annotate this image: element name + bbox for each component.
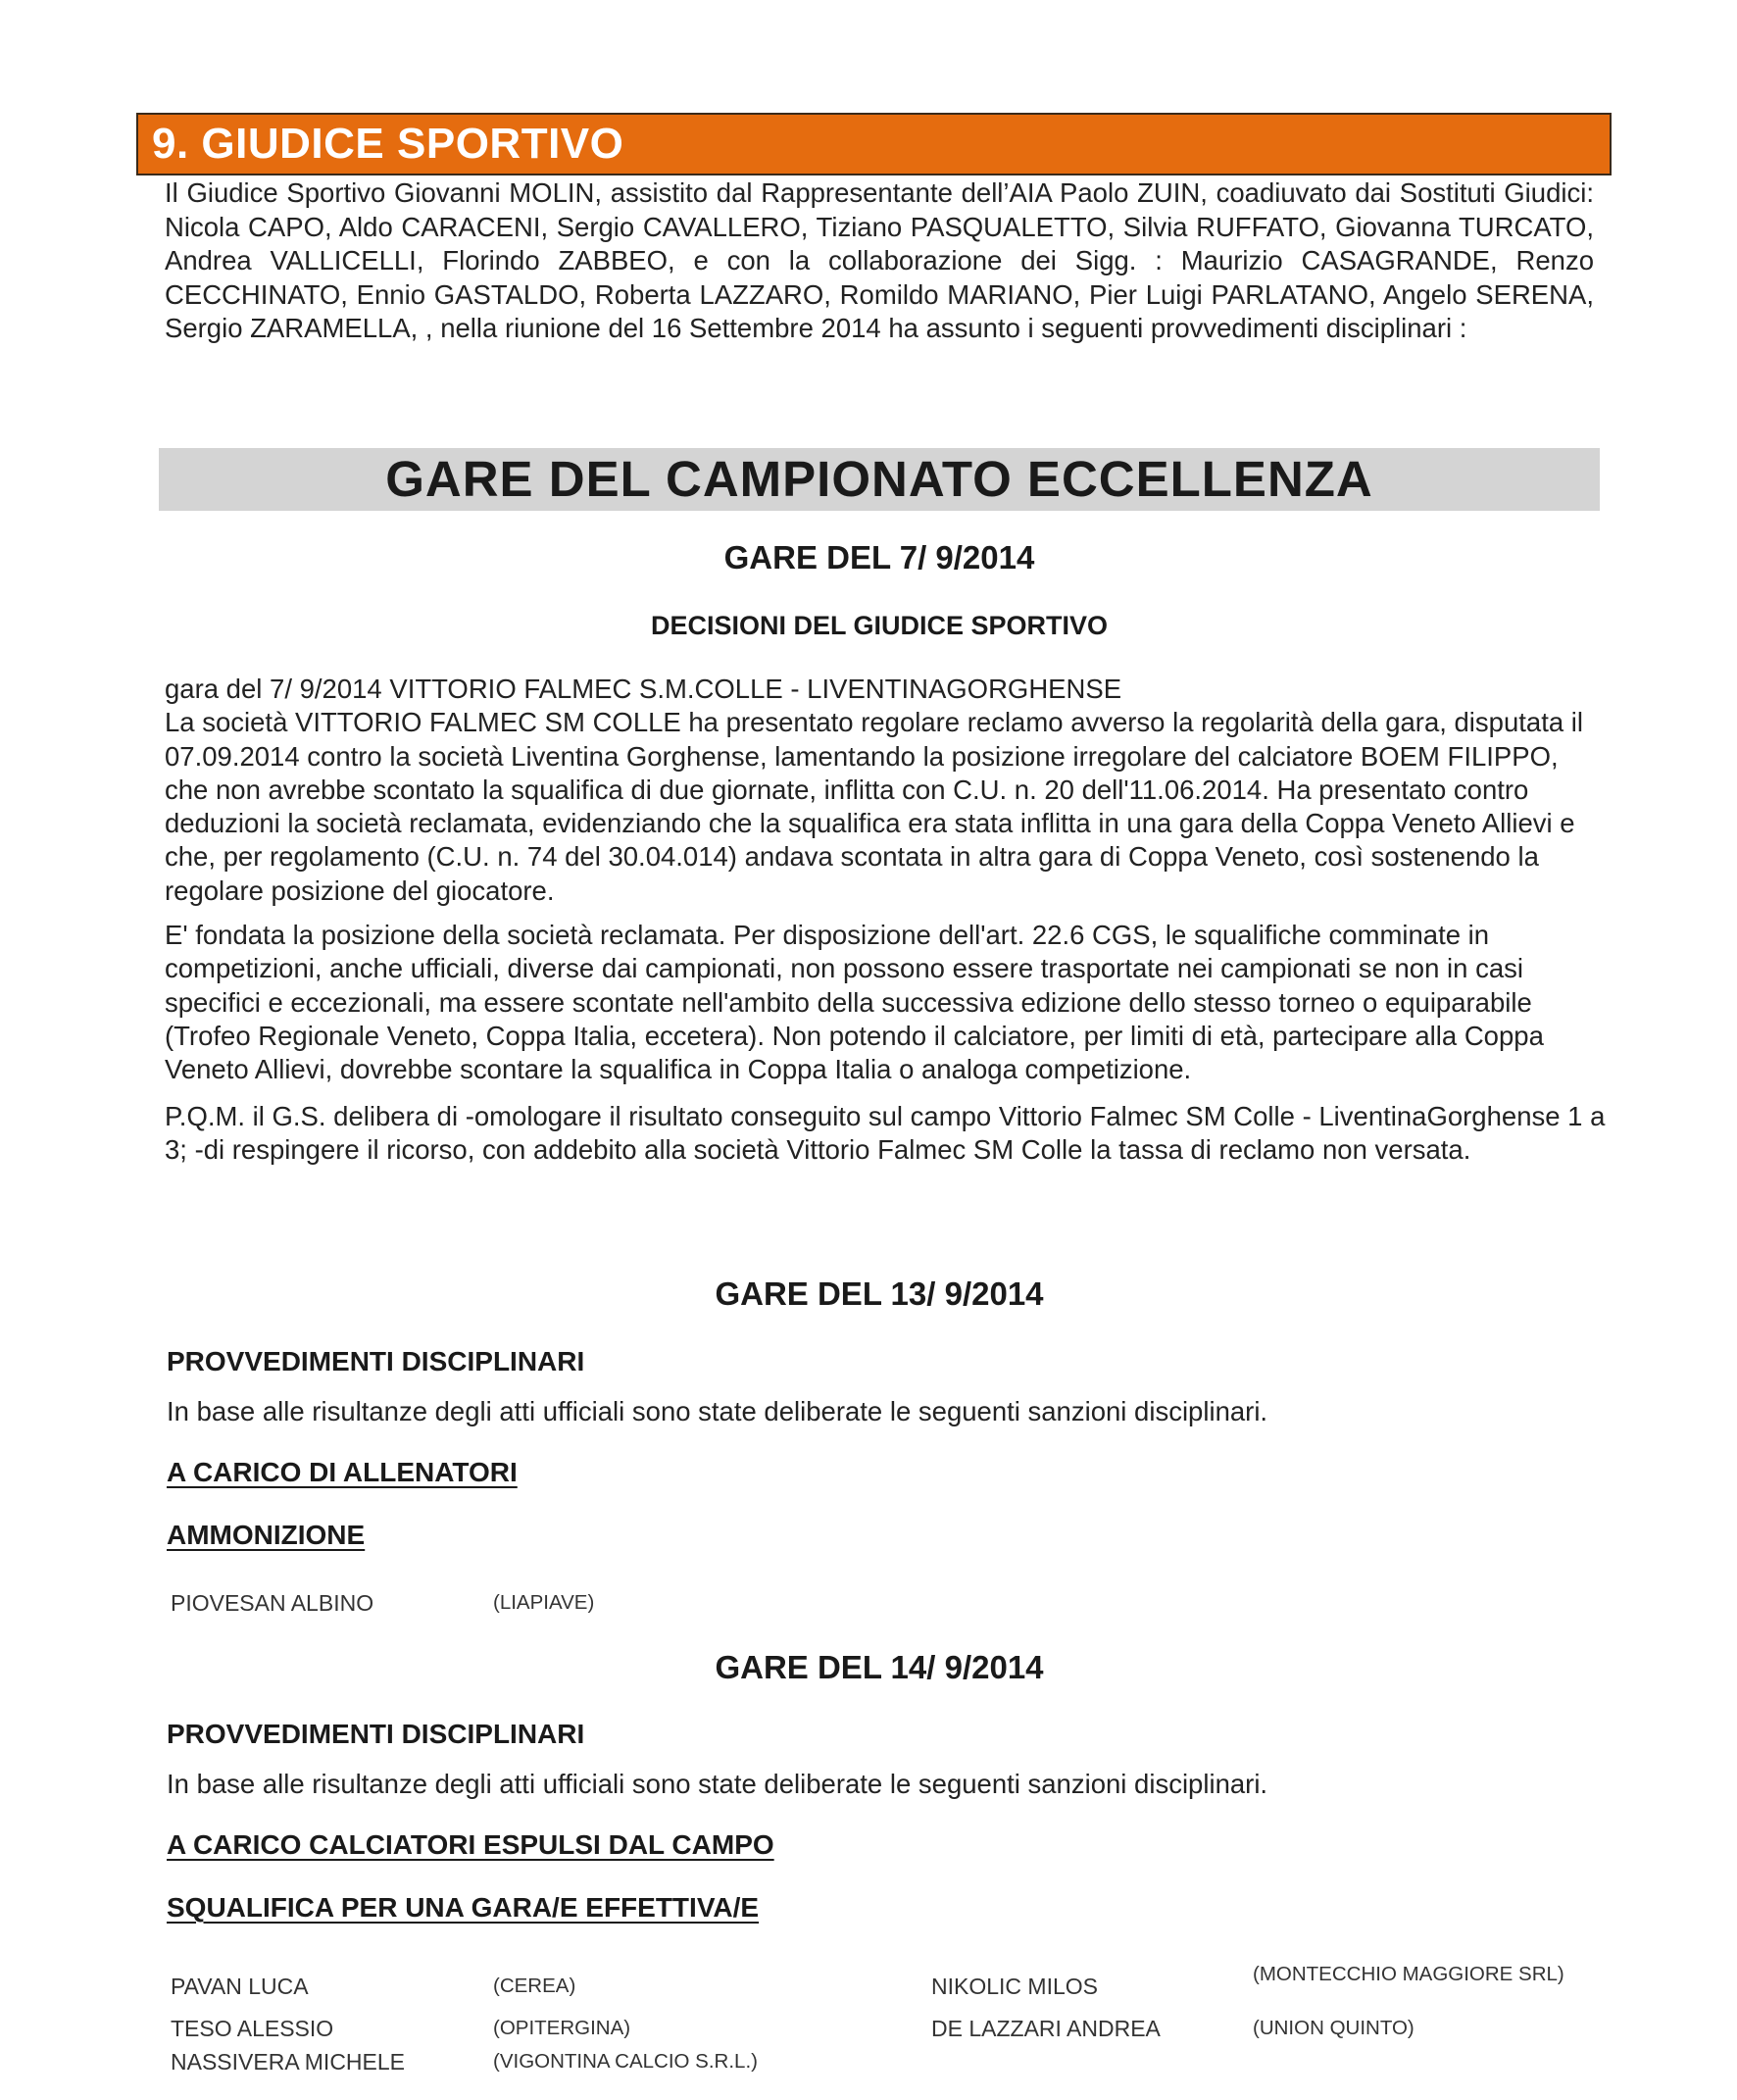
person-name: DE LAZZARI ANDREA (931, 2016, 1161, 2041)
team-name: (OPITERGINA) (493, 2017, 631, 2039)
sanctions-intro: In base alle risultanze degli atti ufficiali sono state deliberate le seguenti sanzioni disciplinari. (167, 1769, 1268, 1799)
decision-paragraph: gara del 7/ 9/2014 VITTORIO FALMEC S.M.COLLE - LIVENTINAGORGHENSE La società VITTORIO FALMEC SM COLLE ha presentato regolare reclamo avverso la regolarità della gara, disputata il 07.09.2014 contro la società Liventina Gorghense, lamentando la posizione irregolare del calciatore BOEM FILIPPO, che non avrebbe scontato la squalifica di due giornate, inflitta con C.U. n. 20 dell'11.06.2014. Ha presentato contro deduzioni la società reclamata, evidenziando che la squalifica era stata inflitta in una gara della Coppa Veneto Allievi e che, per regolamento (C.U. n. 74 del 30.04.014) andava scontata in altra gara di Coppa Veneto, così sostenendo la regolare posizione del giocatore. (165, 674, 1583, 906)
intro-paragraph: Il Giudice Sportivo Giovanni MOLIN, assistito dal Rappresentante dell’AIA Paolo ZUIN, coadiuvato dai Sostituti Giudici: Nicola CAPO, Aldo CARACENI, Sergio CAVALLERO, Tiziano PASQUALETTO, Silvia RUFFATO, Giovanna TURCATO, Andrea VALLICELLI, Florindo ZABBEO, e con la collaborazione dei Sigg. : Maurizio CASAGRANDE, Renzo CECCHINATO, Ennio GASTALDO, Roberta LAZZARO, Romildo MARIANO, Pier Luigi PARLATANO, Angelo SERENA, Sergio ZARAMELLA, , nella riunione del 16 Settembre 2014 ha assunto i seguenti provvedimenti disciplinari : (165, 177, 1594, 343)
decision-paragraph: E' fondata la posizione della società reclamata. Per disposizione dell'art. 22.6 CGS, le squalifiche comminate in competizioni, anche ufficiali, diverse dai campionati, non possono essere trasportate nei campionati se non in casi specifici e eccezionali, ma essere scontate nell'ambito della successiva edizione dello stesso torneo o equiparabile (Trofeo Regionale Veneto, Coppa Italia, eccetera). Non potendo il calciatore, per limiti di età, partecipare alla Coppa Veneto Allievi, dovrebbe scontare la squalifica in Coppa Italia o analoga competizione. (165, 920, 1544, 1085)
team-name: (UNION QUINTO) (1253, 2017, 1414, 2039)
person-name: TESO ALESSIO (171, 2016, 334, 2041)
match-day-title: GARE DEL 7/ 9/2014 (723, 539, 1035, 575)
section-title: 9. GIUDICE SPORTIVO (136, 113, 1612, 175)
person-name: NASSIVERA MICHELE (171, 2049, 406, 2075)
championship-title: GARE DEL CAMPIONATO ECCELLENZA (159, 448, 1600, 511)
sanction-heading: SQUALIFICA PER UNA GARA/E EFFETTIVA/E (167, 1892, 760, 1923)
decisions-heading: DECISIONI DEL GIUDICE SPORTIVO (650, 611, 1109, 640)
team-name: (VIGONTINA CALCIO S.R.L.) (493, 2050, 758, 2073)
team-name: (LIAPIAVE) (493, 1591, 595, 1614)
decision-paragraph: P.Q.M. il G.S. delibera di -omologare il risultato conseguito sul campo Vittorio Falmec SM Colle - LiventinaGorghense 1 a 3; -di respingere il ricorso, con addebito alla società Vittorio Falmec SM Colle la tassa di reclamo non versata. (165, 1101, 1606, 1166)
match-day-title: GARE DEL 14/ 9/2014 (715, 1649, 1044, 1685)
match-day-title: GARE DEL 13/ 9/2014 (715, 1275, 1044, 1312)
team-name: (CEREA) (493, 1975, 576, 1997)
sanctions-intro: In base alle risultanze degli atti ufficiali sono state deliberate le seguenti sanzioni disciplinari. (167, 1396, 1268, 1426)
person-name: PAVAN LUCA (171, 1974, 309, 1999)
measures-heading: PROVVEDIMENTI DISCIPLINARI (167, 1346, 585, 1376)
measures-heading: PROVVEDIMENTI DISCIPLINARI (167, 1719, 585, 1749)
team-name: (MONTECCHIO MAGGIORE SRL) (1253, 1963, 1564, 1985)
person-name: PIOVESAN ALBINO (171, 1590, 374, 1616)
category-heading: A CARICO CALCIATORI ESPULSI DAL CAMPO (167, 1829, 774, 1860)
person-name: NIKOLIC MILOS (931, 1974, 1098, 1999)
sanction-heading: AMMONIZIONE (167, 1520, 366, 1550)
category-heading: A CARICO DI ALLENATORI (167, 1457, 518, 1487)
